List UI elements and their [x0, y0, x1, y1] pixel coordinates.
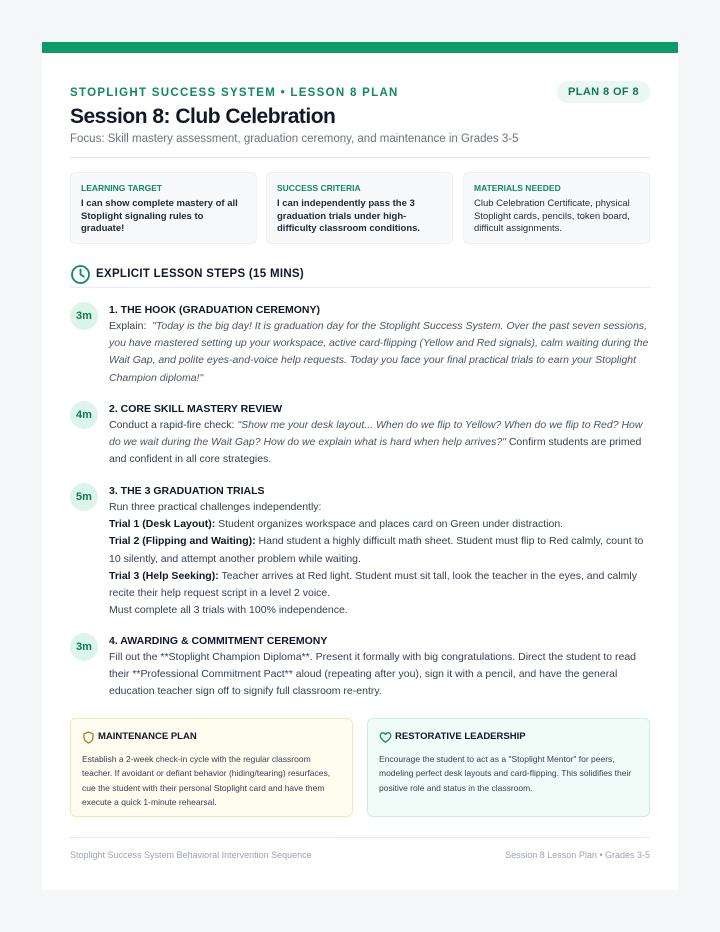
card-text: I can independently pass the 3 graduation trials under high-difficulty classroom conditions. [277, 198, 421, 234]
lesson-plan-page [42, 42, 678, 890]
card-title: MATERIALS NEEDED [474, 183, 561, 193]
success-criteria-card [266, 172, 453, 244]
step-title: 2. CORE SKILL MASTERY REVIEW [109, 403, 283, 415]
maintenance-plan-box [70, 718, 353, 817]
box-text: Establish a 2-week check-in cycle with the regular classroom teacher. If avoidant or defiant behavior (hiding/tearing) resurfaces, cue the student with their personal Stoplight card and have them execute a quick 1-minute rehearsal. [82, 754, 331, 808]
page-title: Session 8: Club Celebration [70, 105, 336, 128]
card-text: Club Celebration Certificate, physical Stoplight cards, pencils, token board, difficult assignments. [474, 198, 630, 234]
step-quote: "Today is the big day! It is graduation day for the Stoplight Success System. Over the past seven sessions, you have mastered setting up your workspace, active card-flipping (Yellow and Red signals), calm waiting during the Wait Gap, and polite eyes-and-voice help requests. Today you face your final practical trials to earn your Stoplight Champion diploma!" [109, 320, 649, 384]
trial-1 [109, 516, 650, 533]
step-duration-badge: 4m [70, 401, 98, 429]
step-text [109, 417, 650, 469]
step-text: Fill out the **Stoplight Champion Diploma**. Present it formally with big congratulations. Direct the student to read their **Professional Commitment Pact** aloud (repeating after you), sign it with a pencil, and have the general education teacher sign off to signify full classroom re-entry. [109, 651, 637, 698]
trial-text: Teacher arrives at Red light. Student must sit tall, look the teacher in the eyes, and calmly recite their help request script in a level 2 voice. [109, 569, 637, 600]
step-duration-badge: 5m [70, 483, 98, 511]
step-body [109, 483, 650, 619]
trial-label: Trial 1 (Desk Layout): [109, 518, 216, 531]
shield-icon [82, 731, 95, 744]
step-title: 3. THE 3 GRADUATION TRIALS [109, 485, 265, 497]
box-title: MAINTENANCE PLAN [98, 731, 197, 742]
focus-line: Focus: Skill mastery assessment, graduation ceremony, and maintenance in Grades 3-5 [70, 133, 519, 145]
box-title: RESTORATIVE LEADERSHIP [395, 731, 526, 742]
step-tail: Confirm students are primed and confident in all core strategies. [109, 436, 642, 466]
restorative-leadership-box [367, 718, 650, 817]
header-divider [70, 157, 650, 158]
card-title: LEARNING TARGET [81, 183, 163, 193]
steps-title: EXPLICIT LESSON STEPS (15 MINS) [96, 268, 305, 280]
box-text: Encourage the student to act as a "Stoplight Mentor" for peers, modeling perfect desk layouts and card-flipping. This solidifies their positive role and status in the classroom. [379, 754, 632, 793]
explain-label: Explain: [109, 320, 147, 332]
step-body [109, 633, 650, 701]
kicker: STOPLIGHT SUCCESS SYSTEM • LESSON 8 PLAN [70, 87, 399, 99]
steps-divider [70, 287, 650, 288]
step-outro: Must complete all 3 trials with 100% independence. [109, 604, 348, 617]
step-title: 4. AWARDING & COMMITMENT CEREMONY [109, 635, 328, 647]
top-accent-bar [42, 42, 678, 53]
footer-divider [70, 837, 650, 838]
steps-header [70, 264, 650, 287]
step-text [109, 318, 650, 387]
trial-3 [109, 568, 650, 602]
heart-icon [379, 731, 392, 744]
step-title: 1. THE HOOK (GRADUATION CEREMONY) [109, 304, 320, 316]
footer-right: Session 8 Lesson Plan • Grades 3-5 [505, 850, 650, 860]
learning-target-card [70, 172, 257, 244]
plan-badge: PLAN 8 OF 8 [557, 81, 650, 103]
card-text: I can show complete mastery of all Stoplight signaling rules to graduate! [81, 198, 238, 234]
step-body [109, 401, 650, 469]
step-duration-badge: 3m [70, 633, 98, 661]
box-header [379, 730, 638, 746]
trial-text: Student organizes workspace and places card on Green under distraction. [218, 518, 564, 531]
footer-left: Stoplight Success System Behavioral Intervention Sequence [70, 850, 312, 860]
materials-needed-card [463, 172, 650, 244]
step-duration-badge: 3m [70, 302, 98, 330]
clock-icon [70, 264, 91, 285]
box-header [82, 730, 341, 746]
step-lead: Conduct a rapid-fire check: [109, 419, 235, 431]
step-quote: "Show me your desk layout... When do we flip to Yellow? When do we flip to Red? How do we wait during the Wait Gap? How do we explain what is hard when help arrives?" [109, 419, 643, 449]
trial-text: Hand student a highly difficult math sheet. Student must flip to Red calmly, count to 10 silently, and attempt another problem while waiting. [109, 535, 644, 565]
trial-2 [109, 533, 650, 567]
trial-label: Trial 3 (Help Seeking): [109, 569, 219, 582]
info-cards [70, 172, 650, 244]
card-title: SUCCESS CRITERIA [277, 183, 361, 193]
step-body [109, 302, 650, 387]
step-intro: Run three practical challenges independently: [109, 501, 322, 513]
trial-label: Trial 2 (Flipping and Waiting): [109, 535, 256, 548]
